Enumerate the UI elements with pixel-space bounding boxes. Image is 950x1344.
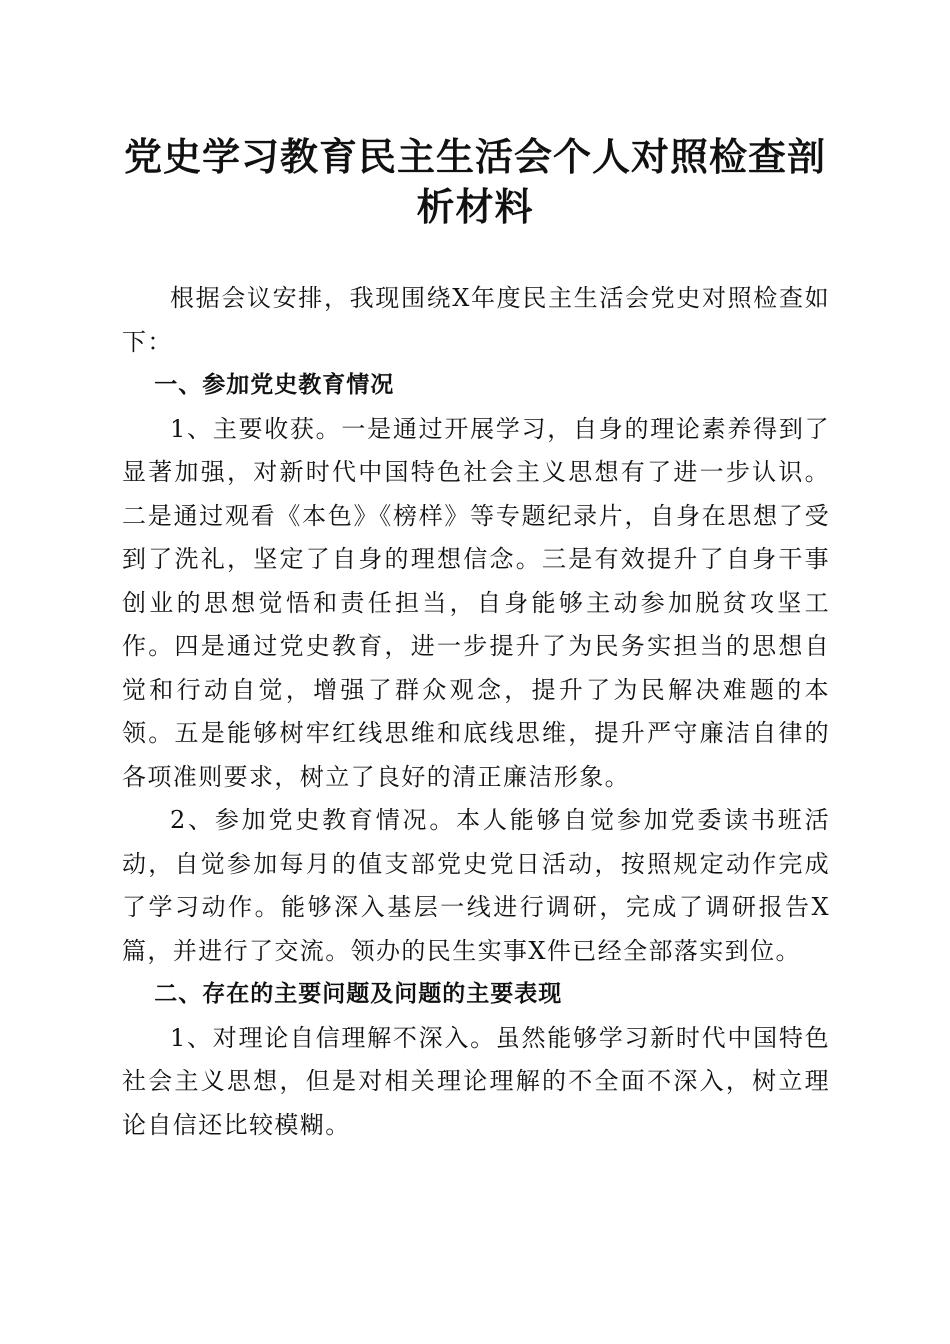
section1-paragraph-1: 1、主要收获。一是通过开展学习，自身的理论素养得到了显著加强，对新时代中国特色社会主义思想有了进一步认识。二是通过观看《本色》《榜样》等专题纪录片，自身在思想了受到了洗礼，坚定了自身的理想信念。三是有效提升了自身干事创业的思想觉悟和责任担当，自身能够主动参加脱贫攻坚工作。四是通过党史教育，进一步提升了为民务实担当的思想自觉和行动自觉，增强了群众观念，提升了为民解决难题的本领。五是能够树牢红线思维和底线思维，提升严守廉洁自律的各项准则要求，树立了良好的清正廉洁形象。 bbox=[122, 414, 830, 791]
section-heading-2: 二、存在的主要问题及问题的主要表现 bbox=[154, 981, 563, 1007]
document-title: 党史学习教育民主生活会个人对照检查剖析材料 bbox=[123, 134, 826, 229]
intro-paragraph: 根据会议安排，我现围绕X年度民主生活会党史对照检查如下： bbox=[122, 284, 830, 356]
section-heading-1: 一、参加党史教育情况 bbox=[154, 372, 395, 398]
document-body bbox=[122, 277, 830, 1147]
section2-paragraph-1: 1、对理论自信理解不深入。虽然能够学习新时代中国特色社会主义思想，但是对相关理论理解的不全面不深入，树立理论自信还比较模糊。 bbox=[122, 1023, 830, 1139]
section1-paragraph-2: 2、参加党史教育情况。本人能够自觉参加党委读书班活动，自觉参加每月的值支部党史党日活动，按照规定动作完成了学习动作。能够深入基层一线进行调研，完成了调研报告X篇，并进行了交流。领办的民生实事X件已经全部落实到位。 bbox=[122, 806, 830, 965]
